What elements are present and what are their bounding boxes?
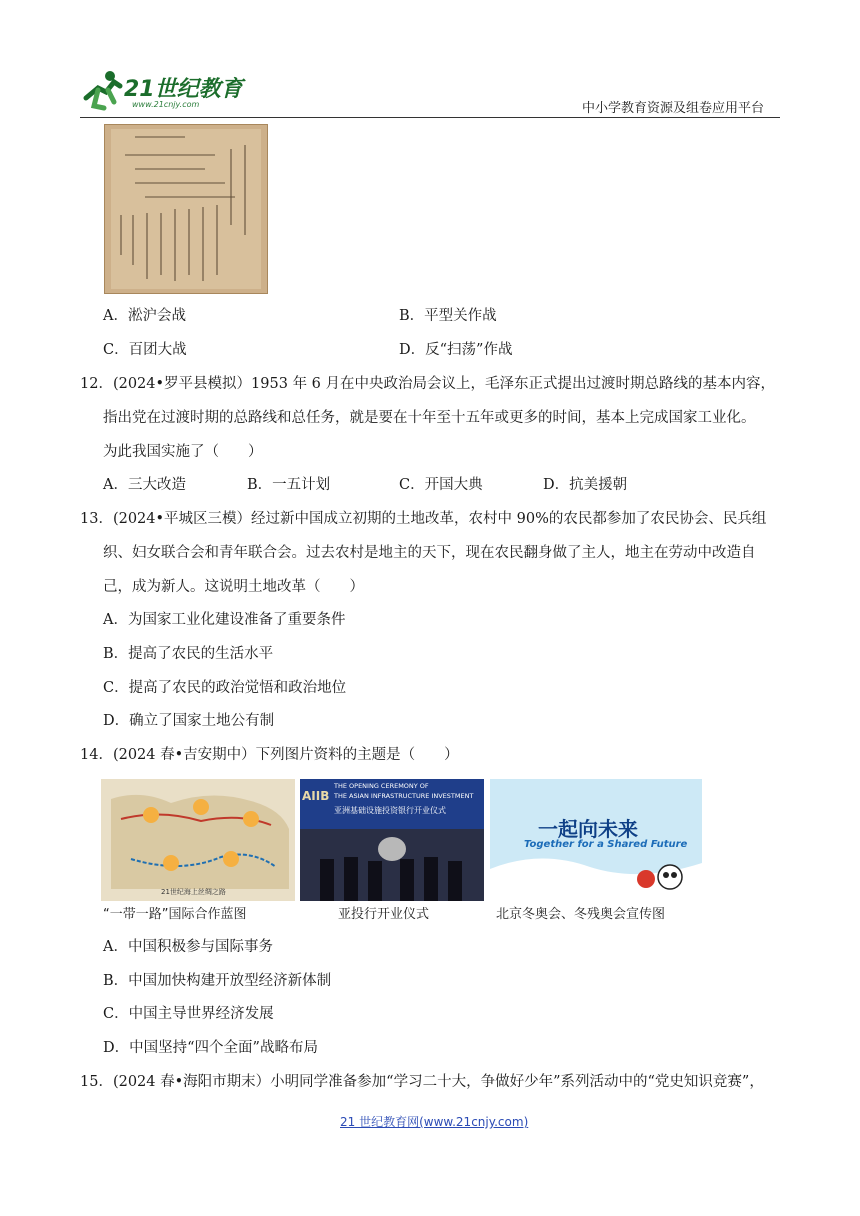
- winter-olympics-caption: 北京冬奥会、冬残奥会宣传图: [496, 907, 666, 922]
- winter-olympics-poster-image: [490, 779, 702, 901]
- q13-stem-line2: 织、妇女联合会和青年联合会。过去农村是地主的天下，现在农民翻身做了主人，地主在劳动中改造自: [103, 545, 756, 561]
- q14-option-d[interactable]: D．中国坚持“四个全面”战略布局: [103, 1040, 318, 1056]
- q11-option-d[interactable]: D．反“扫荡”作战: [399, 342, 513, 358]
- aiib-badge: AIIB: [302, 789, 330, 803]
- aiib-title-2: THE ASIAN INFRASTRUCTURE INVESTMENT: [334, 792, 474, 800]
- aiib-ceremony-image: [300, 779, 484, 901]
- q13-stem-line3: 己，成为新人。这说明土地改革（ ）: [103, 579, 364, 595]
- q14-option-c[interactable]: C．中国主导世界经济发展: [103, 1006, 274, 1022]
- aiib-title-1: THE OPENING CEREMONY OF: [334, 782, 429, 790]
- logo-text: 21世纪教育: [124, 77, 243, 102]
- q14-stem-line1: 14．(2024 春•吉安期中）下列图片资料的主题是（ ）: [80, 747, 459, 763]
- q13-stem-line1: 13．(2024•平城区三模）经过新中国成立初期的土地改革，农村中 90%的农民都参加了农民协会、民兵组: [80, 511, 767, 527]
- q12-stem-line2: 指出党在过渡时期的总路线和总任务，就是要在十年至十五年或更多的时间，基本上完成国家工业化。: [103, 410, 756, 426]
- logo: [80, 68, 250, 114]
- q15-stem-line1: 15．(2024 春•海阳市期末）小明同学准备参加“学习二十大，争做好少年”系列活动中的“党史知识竞赛”，: [80, 1074, 764, 1090]
- aiib-caption: 亚投行开业仪式: [338, 907, 430, 922]
- q12-option-b[interactable]: B．一五计划: [247, 477, 331, 493]
- footer-link[interactable]: 21 世纪教育网(www.21cnjy.com): [340, 1115, 529, 1129]
- runner-logo-icon: [80, 68, 128, 112]
- q13-option-d[interactable]: D．确立了国家土地公有制: [103, 713, 275, 729]
- aiib-title-3: 亚洲基础设施投资银行开业仪式: [334, 806, 446, 815]
- historical-document-image: [104, 124, 268, 294]
- logo-url: www.21cnjy.com: [132, 100, 200, 109]
- q13-option-a[interactable]: A．为国家工业化建设准备了重要条件: [103, 612, 346, 628]
- q13-option-b[interactable]: B．提高了农民的生活水平: [103, 646, 274, 662]
- q12-stem-line1: 12．(2024•罗平县模拟）1953 年 6 月在中央政治局会议上，毛泽东正式提出过渡时期总路线的基本内容，: [80, 376, 776, 392]
- q12-stem-line3: 为此我国实施了（ ）: [103, 444, 263, 460]
- q14-option-b[interactable]: B．中国加快构建开放型经济新体制: [103, 973, 332, 989]
- poster-slogan-en: Together for a Shared Future: [524, 839, 688, 850]
- header: [0, 0, 860, 120]
- q11-option-a[interactable]: A．淞沪会战: [103, 308, 186, 324]
- belt-and-road-caption: “一带一路”国际合作蓝图: [103, 907, 247, 922]
- platform-name: 中小学教育资源及组卷应用平台: [582, 101, 765, 116]
- q12-option-d[interactable]: D．抗美援朝: [543, 477, 628, 493]
- q12-option-c[interactable]: C．开国大典: [399, 477, 483, 493]
- poster-slogan-cn: 一起向未来: [538, 817, 638, 841]
- q14-option-a[interactable]: A．中国积极参与国际事务: [103, 939, 273, 955]
- q12-option-a[interactable]: A．三大改造: [103, 477, 186, 493]
- header-divider: [80, 117, 780, 118]
- q11-option-c[interactable]: C．百团大战: [103, 342, 187, 358]
- q13-option-c[interactable]: C．提高了农民的政治觉悟和政治地位: [103, 680, 347, 696]
- q11-option-b[interactable]: B．平型关作战: [399, 308, 497, 324]
- map-inner-label: 21世纪海上丝绸之路: [161, 888, 226, 896]
- belt-and-road-map-image: [101, 779, 295, 901]
